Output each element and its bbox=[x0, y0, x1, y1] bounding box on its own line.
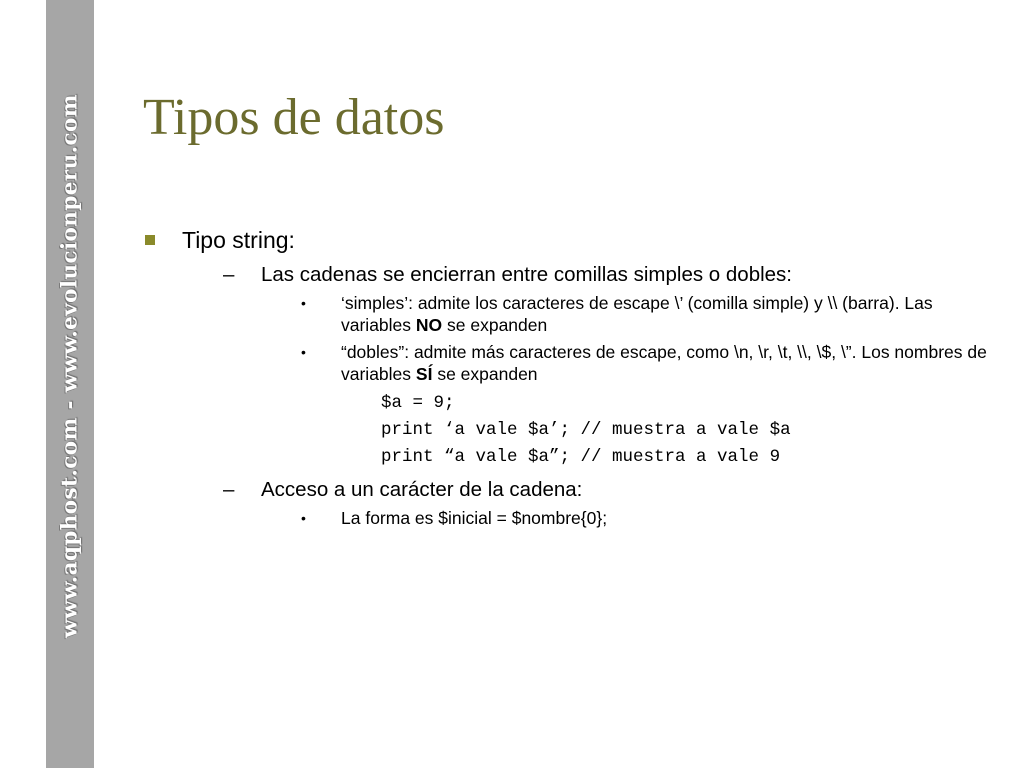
side-watermark: www.aqphost.com - www.evolucionperu.com bbox=[57, 94, 83, 638]
item-text-after: se expanden bbox=[442, 315, 548, 335]
subbullet-text: Las cadenas se encierran entre comillas simples o dobles: bbox=[261, 263, 792, 286]
code-line: print “a vale $a”; // muestra a vale 9 bbox=[381, 447, 781, 467]
code-line: $a = 9; bbox=[381, 393, 455, 413]
slide-title: Tipos de datos bbox=[143, 89, 445, 146]
code-line: print ‘a vale $a’; // muestra a vale $a bbox=[381, 420, 791, 440]
dash-marker: – bbox=[223, 263, 235, 286]
item-forma bbox=[143, 507, 1003, 529]
bullet-tipo-string bbox=[143, 224, 1003, 256]
item-text-bold: SÍ bbox=[415, 364, 433, 384]
dot-marker: • bbox=[301, 295, 306, 311]
dot-marker: • bbox=[301, 510, 306, 526]
item-dobles bbox=[143, 341, 1003, 385]
bullet-text: Tipo string: bbox=[182, 227, 295, 253]
subbullet-acceso bbox=[143, 477, 1003, 503]
dot-marker: • bbox=[301, 344, 306, 360]
item-text: La forma es $inicial = $nombre{0}; bbox=[341, 508, 608, 528]
item-simples bbox=[143, 292, 1003, 336]
subbullet-text: Acceso a un carácter de la cadena: bbox=[261, 478, 583, 501]
slide-content bbox=[143, 224, 1003, 534]
item-text-bold: NO bbox=[415, 315, 443, 335]
subbullet-cadenas bbox=[143, 262, 1003, 288]
dash-marker: – bbox=[223, 478, 235, 501]
item-text-before: “dobles”: admite más caracteres de escape, como \n, \r, \t, \\, \$, \”. Los nombres de variables bbox=[341, 342, 987, 384]
square-bullet-icon bbox=[145, 235, 155, 245]
item-text-after: se expanden bbox=[432, 364, 538, 384]
item-text-before: ‘simples’: admite los caracteres de escape \’ (comilla simple) y \\ (barra). Las variables bbox=[341, 293, 933, 335]
